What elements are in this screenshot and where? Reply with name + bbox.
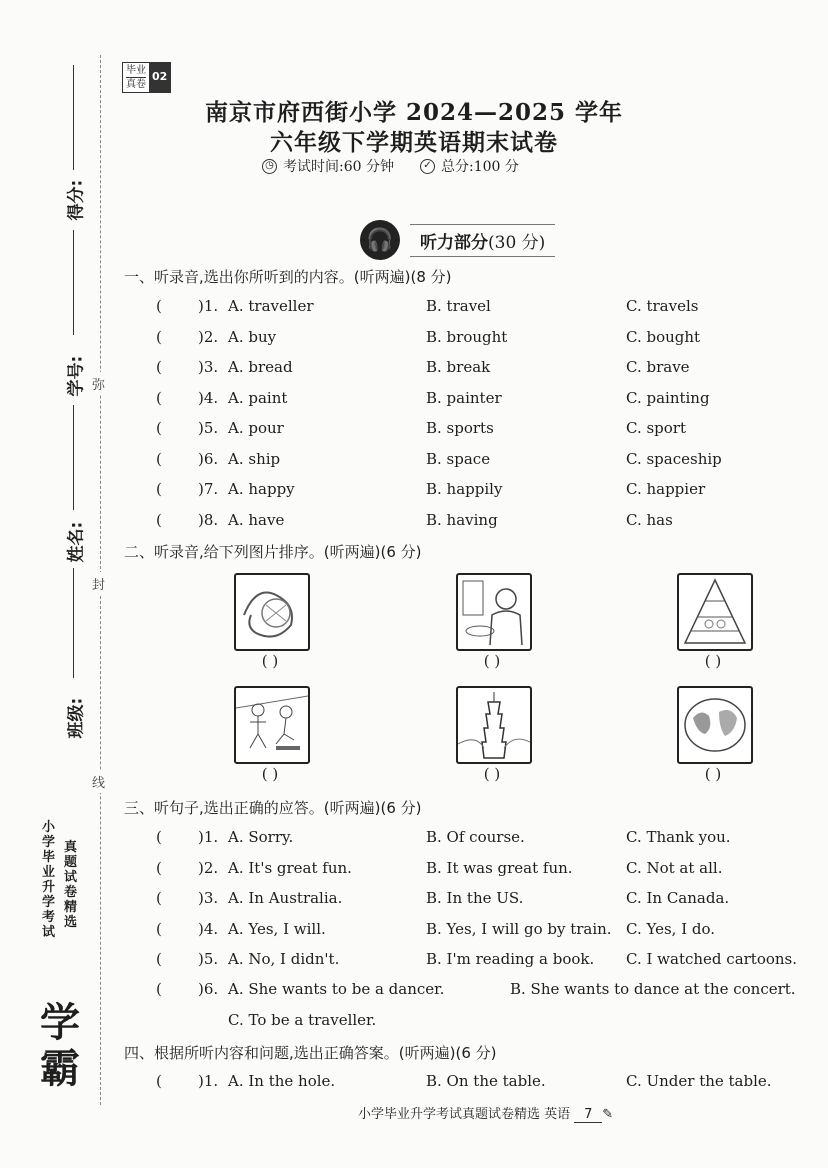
question-number: )5. — [198, 419, 219, 437]
option-b[interactable]: B. sports — [426, 419, 494, 437]
option-c[interactable]: C. Under the table. — [626, 1072, 772, 1090]
question-row — [156, 389, 806, 413]
option-c[interactable]: C. travels — [626, 297, 699, 315]
question-row — [156, 920, 806, 944]
answer-paren[interactable]: ( — [156, 510, 162, 529]
section4-heading: 四、根据所听内容和问题,选出正确答案。(听两遍)(6 分) — [124, 1044, 497, 1062]
answer-paren[interactable]: ( — [156, 980, 162, 998]
world-map-image — [677, 686, 753, 764]
option-c[interactable]: C. happier — [626, 480, 706, 498]
question-row — [156, 328, 806, 352]
answer-blank-5[interactable]: ( ) — [483, 765, 501, 783]
page-footer — [358, 1103, 613, 1123]
question-row — [156, 450, 806, 474]
answer-paren[interactable]: ( — [156, 919, 162, 938]
question-number: )1. — [198, 297, 219, 315]
question-number: )7. — [198, 480, 219, 498]
check-icon: ✓ — [420, 159, 435, 174]
name-label: 姓名: — [66, 521, 87, 563]
badge-number: 02 — [149, 63, 170, 92]
question-row — [156, 358, 806, 382]
answer-paren[interactable]: ( — [156, 1072, 162, 1090]
badge-line2: 真卷 — [126, 79, 146, 90]
exam-time: 考试时间:60 分钟 — [283, 159, 394, 175]
option-c[interactable]: C. To be a traveller. — [228, 1011, 377, 1029]
option-c[interactable]: C. brave — [626, 358, 690, 376]
answer-blank-4[interactable]: ( ) — [261, 765, 279, 783]
page-title: 南京市府西街小学 2024—2025 学年 — [204, 99, 624, 126]
answer-paren[interactable]: ( — [156, 419, 162, 437]
option-b[interactable]: B. She wants to dance at the concert. — [510, 980, 796, 998]
section3-heading: 三、听句子,选出正确的应答。(听两遍)(6 分) — [124, 799, 422, 817]
option-a[interactable]: A. In Australia. — [228, 889, 343, 907]
exam-meta — [262, 156, 519, 176]
question-number: )4. — [198, 388, 219, 407]
kids-skateboarding-image — [234, 686, 310, 764]
option-a[interactable]: A. buy — [228, 327, 277, 346]
answer-paren[interactable]: ( — [156, 828, 162, 846]
question-number: )2. — [198, 327, 219, 346]
option-b[interactable]: B. painter — [426, 388, 502, 407]
option-c[interactable]: C. bought — [626, 327, 701, 346]
brand-text: 学霸 — [40, 1000, 80, 1092]
listening-banner — [360, 220, 555, 260]
option-a[interactable]: A. No, I didn't. — [228, 950, 340, 968]
option-c[interactable]: C. I watched cartoons. — [626, 950, 798, 968]
question-row — [156, 1072, 806, 1096]
option-a[interactable]: A. In the hole. — [228, 1072, 336, 1090]
option-c[interactable]: C. painting — [626, 388, 710, 407]
option-b[interactable]: B. having — [426, 510, 498, 529]
listening-label: 听力部分 — [420, 232, 488, 253]
option-c[interactable]: C. has — [626, 510, 673, 529]
question-number: )2. — [198, 858, 219, 877]
id-line-2 — [73, 405, 74, 510]
option-b[interactable]: B. Of course. — [426, 828, 525, 846]
question-row — [156, 859, 806, 883]
option-a[interactable]: A. pour — [228, 419, 284, 437]
dragon-image — [234, 573, 310, 651]
score-label: 得分: — [66, 179, 87, 221]
question-number: )1. — [198, 1072, 219, 1090]
question-number: )3. — [198, 358, 219, 376]
option-b[interactable]: B. travel — [426, 297, 491, 315]
brand-sub2: 真题试卷精选 — [64, 840, 78, 930]
option-a[interactable]: A. happy — [228, 480, 295, 498]
option-a[interactable]: A. Yes, I will. — [228, 919, 326, 938]
option-b[interactable]: B. It was great fun. — [426, 858, 573, 877]
option-a[interactable]: A. paint — [228, 388, 288, 407]
food-pyramid-image — [677, 573, 753, 651]
option-c[interactable]: C. In Canada. — [626, 889, 730, 907]
option-c[interactable]: C. sport — [626, 419, 687, 437]
answer-paren[interactable]: ( — [156, 327, 162, 346]
badge-line1: 毕业 — [126, 65, 146, 76]
answer-blank-3[interactable]: ( ) — [704, 652, 722, 670]
question-number: )1. — [198, 828, 219, 846]
brand-logo — [40, 820, 120, 1140]
answer-blank-1[interactable]: ( ) — [261, 652, 279, 670]
answer-paren[interactable]: ( — [156, 449, 162, 468]
answer-blank-6[interactable]: ( ) — [704, 765, 722, 783]
option-c[interactable]: C. Not at all. — [626, 858, 723, 877]
question-row — [156, 889, 806, 913]
option-a[interactable]: A. It's great fun. — [228, 858, 352, 877]
tower-image — [456, 686, 532, 764]
question-row — [156, 297, 806, 321]
page-number: 7 — [574, 1107, 602, 1123]
page-subtitle: 六年级下学期英语期末试卷 — [270, 129, 558, 156]
clock-icon: ◷ — [262, 159, 277, 174]
answer-paren[interactable]: ( — [156, 950, 162, 968]
question-number: )4. — [198, 919, 219, 938]
option-b[interactable]: B. Yes, I will go by train. — [426, 919, 612, 938]
question-number: )6. — [198, 980, 219, 998]
answer-paren[interactable]: ( — [156, 388, 162, 407]
answer-paren[interactable]: ( — [156, 358, 162, 376]
question-row — [156, 419, 806, 443]
question-number: )5. — [198, 950, 219, 968]
option-c[interactable]: C. spaceship — [626, 449, 722, 468]
answer-paren[interactable]: ( — [156, 889, 162, 907]
boy-cooking-image — [456, 573, 532, 651]
option-c[interactable]: C. Thank you. — [626, 828, 731, 846]
option-a[interactable]: A. ship — [228, 449, 281, 468]
question-number: )3. — [198, 889, 219, 907]
pen-icon: ✎ — [602, 1107, 614, 1122]
brand-sub1: 小学毕业升学考试 — [42, 820, 56, 940]
option-b[interactable]: B. space — [426, 449, 491, 468]
answer-paren[interactable]: ( — [156, 858, 162, 877]
option-b[interactable]: B. I'm reading a book. — [426, 950, 595, 968]
section1-heading: 一、听录音,选出你所听到的内容。(听两遍)(8 分) — [124, 268, 452, 286]
answer-paren[interactable]: ( — [156, 297, 162, 315]
exam-score: 总分:100 分 — [440, 159, 519, 175]
option-a[interactable]: A. bread — [228, 358, 293, 376]
option-a[interactable]: A. Sorry. — [228, 828, 294, 846]
option-b[interactable]: B. break — [426, 358, 491, 376]
option-a[interactable]: A. have — [228, 510, 285, 529]
question-row-cont — [156, 1011, 806, 1035]
question-number: )8. — [198, 510, 219, 529]
option-a[interactable]: A. She wants to be a dancer. — [228, 980, 445, 998]
exam-badge — [122, 62, 171, 93]
footer-text: 小学毕业升学考试真题试卷精选 英语 — [358, 1107, 571, 1122]
student-id-label: 学号: — [66, 355, 87, 397]
option-b[interactable]: B. On the table. — [426, 1072, 546, 1090]
seal-char-3: 线 — [92, 770, 105, 793]
class-label: 班级: — [66, 697, 87, 739]
option-c[interactable]: C. Yes, I do. — [626, 919, 716, 938]
id-line — [73, 230, 74, 335]
question-row — [156, 980, 806, 1004]
seal-char-2: 封 — [92, 572, 105, 595]
answer-blank-2[interactable]: ( ) — [483, 652, 501, 670]
name-line — [73, 568, 74, 678]
option-a[interactable]: A. traveller — [228, 297, 314, 315]
answer-paren[interactable]: ( — [156, 480, 162, 498]
listening-points: (30 分) — [488, 232, 546, 253]
question-row — [156, 828, 806, 852]
question-row — [156, 480, 806, 504]
option-b[interactable]: B. brought — [426, 327, 508, 346]
section2-heading: 二、听录音,给下列图片排序。(听两遍)(6 分) — [124, 543, 422, 561]
question-number: )6. — [198, 449, 219, 468]
option-b[interactable]: B. In the US. — [426, 889, 524, 907]
question-row — [156, 950, 806, 974]
question-row — [156, 511, 806, 535]
seal-char-1: 弥 — [92, 372, 105, 395]
headphones-icon: 🎧 — [360, 220, 400, 260]
option-b[interactable]: B. happily — [426, 480, 503, 498]
